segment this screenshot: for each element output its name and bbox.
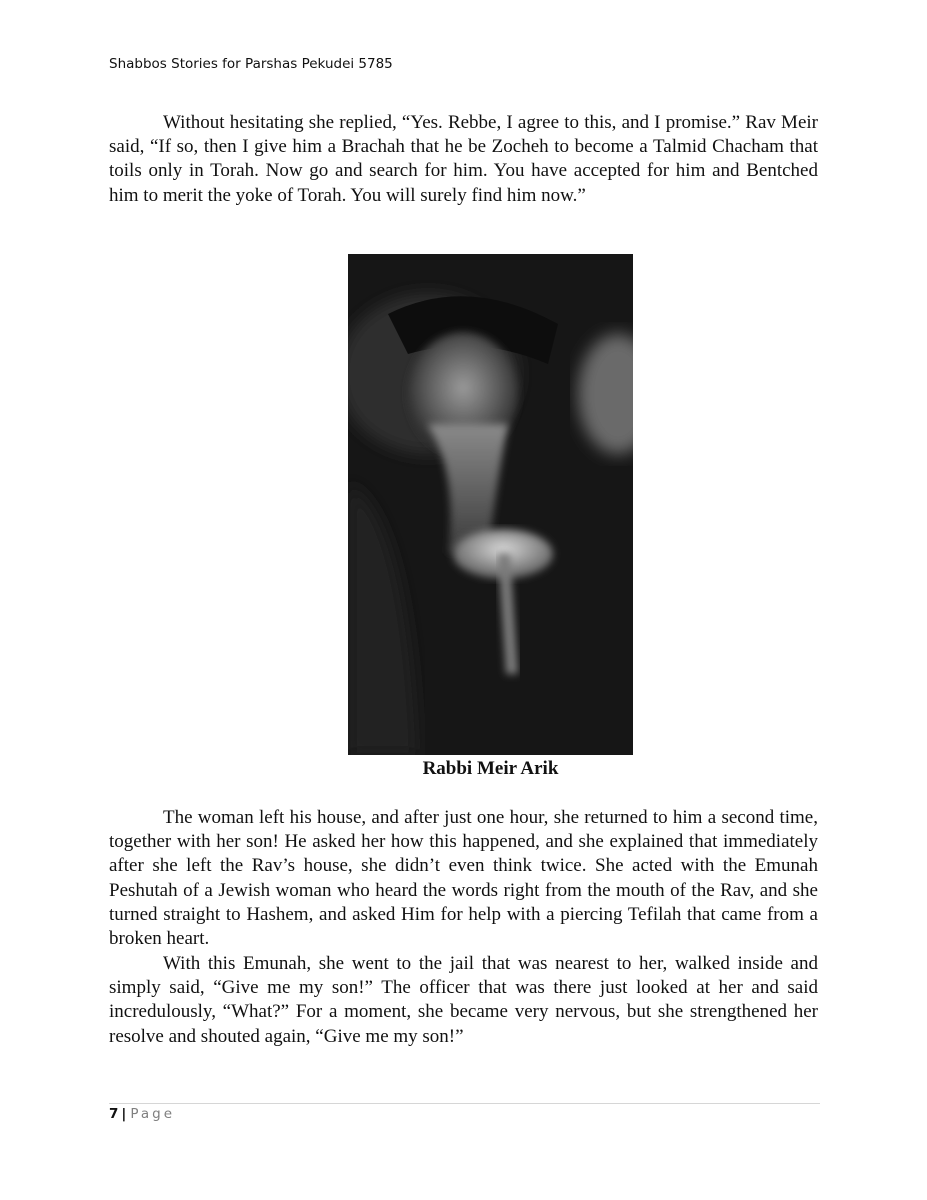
figure-caption: Rabbi Meir Arik [422, 758, 559, 779]
paragraph: With this Emunah, she went to the jail that was nearest to her, walked inside and simply said, “Give me my son!” The officer that was there just looked at her and said incredulously, “What?” For a moment, she became very nervous, but she strengthened her resolve and shouted again, “Give me my son!” [109, 953, 818, 1047]
footer-separator: | [121, 1106, 127, 1122]
paragraph: The woman left his house, and after just one hour, she returned to him a second time, together with her son! He asked her how this happened, and she explained that immediately after she left the Rav’s house, she didn’t even think twice. She acted with the Emunah Peshutah of a Jewish woman who heard the words right from the mouth of the Rav, and she turned straight to Hashem, and asked Him for help with a piercing Tefilah that came from a broken heart. [109, 807, 818, 950]
page-number: 7 [109, 1106, 119, 1122]
page-label: Page [130, 1106, 176, 1122]
footer-divider [109, 1103, 820, 1104]
paragraph: Without hesitating she replied, “Yes. Rebbe, I agree to this, and I promise.” Rav Meir said, “If so, then I give him a Brachah that he be Zocheh to become a Talmid Chacham that toils only in Torah. Now go and search for him. You have accepted for him and Bentched him to merit the yoke of Torah. You will surely find him now.” [109, 112, 818, 206]
page-footer [109, 1106, 175, 1122]
running-header: Shabbos Stories for Parshas Pekudei 5785 [109, 56, 393, 72]
portrait-photo [348, 254, 633, 755]
